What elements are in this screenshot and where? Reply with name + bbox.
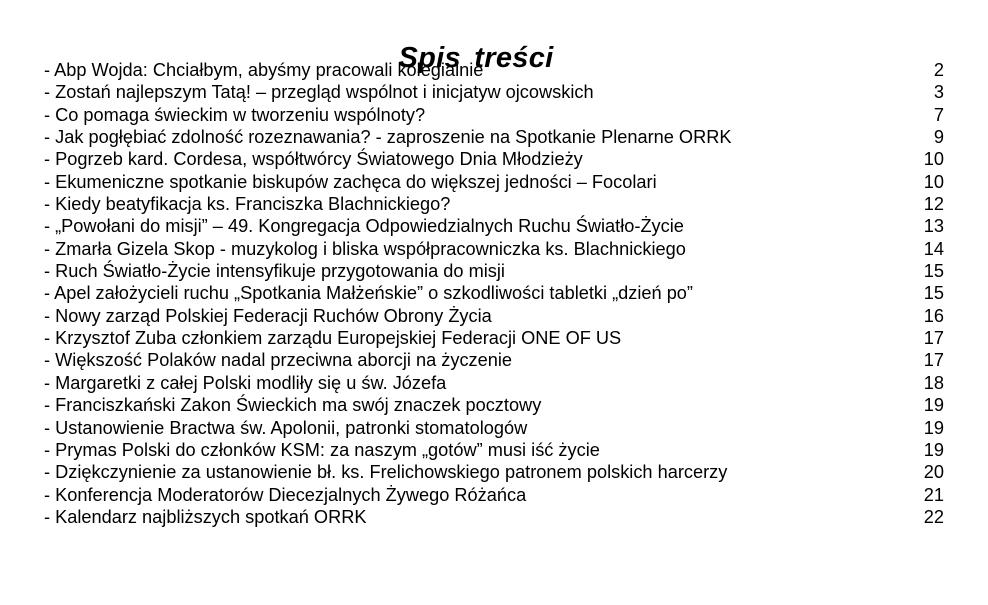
toc-entry xyxy=(44,417,944,439)
toc-entry xyxy=(44,461,944,483)
toc-entry xyxy=(44,282,944,304)
toc-entry xyxy=(44,215,944,237)
toc-entry-page: 19 xyxy=(923,417,944,438)
toc-entry-page: 22 xyxy=(923,506,944,527)
toc-entry-title: - „Powołani do misji” – 49. Kongregacja Odpowiedzialnych Ruchu Światło-Życie xyxy=(44,216,684,237)
toc-entry-page: 18 xyxy=(923,372,944,393)
toc-entry-title: - Konferencja Moderatorów Diecezjalnych Żywego Różańca xyxy=(44,484,527,505)
toc-entry-page: 15 xyxy=(923,261,944,282)
toc-entry xyxy=(44,238,944,260)
toc-entry-page: 19 xyxy=(923,439,944,460)
toc-entry-page: 21 xyxy=(923,484,944,505)
toc-entry-page: 12 xyxy=(923,194,944,215)
toc-entry-title: - Pogrzeb kard. Cordesa, współtwórcy Światowego Dnia Młodzieży xyxy=(44,149,583,170)
toc-entry xyxy=(44,260,944,282)
toc-entry xyxy=(44,394,944,416)
toc-entry-title: - Prymas Polski do członków KSM: za naszym „gotów” musi iść życie xyxy=(44,439,600,460)
toc-entry-page: 19 xyxy=(923,395,944,416)
toc-entry xyxy=(44,104,944,126)
toc-entry-page: 16 xyxy=(923,305,944,326)
toc-entry-page: 13 xyxy=(923,216,944,237)
toc-entry-title: - Co pomaga świeckim w tworzeniu wspólnoty? xyxy=(44,104,426,125)
toc-entry xyxy=(44,349,944,371)
toc-entry-page: 17 xyxy=(923,350,944,371)
toc-entry-title: - Abp Wojda: Chciałbym, abyśmy pracowali kolegialnie xyxy=(44,60,484,80)
toc-entry-page: 2 xyxy=(933,60,944,80)
toc-entry-page: 7 xyxy=(933,104,944,125)
toc-entry xyxy=(44,439,944,461)
toc-entry xyxy=(44,193,944,215)
toc-entry-page: 14 xyxy=(923,238,944,259)
toc-entry-title: - Zmarła Gizela Skop - muzykolog i bliska współpracowniczka ks. Blachnickiego xyxy=(44,238,686,259)
toc-entry-title: - Ekumeniczne spotkanie biskupów zachęca do większej jedności – Focolari xyxy=(44,171,657,192)
toc-entry-page: 17 xyxy=(923,328,944,349)
toc-entry-title: - Jak pogłębiać zdolność rozeznawania? - zaproszenie na Spotkanie Plenarne ORRK xyxy=(44,127,732,148)
toc-entry-page: 10 xyxy=(923,171,944,192)
toc-entry-title: - Większość Polaków nadal przeciwna aborcji na życzenie xyxy=(44,350,513,371)
toc-entry-title: - Ruch Światło-Życie intensyfikuje przygotowania do misji xyxy=(44,261,505,282)
toc-entry-title: - Dziękczynienie za ustanowienie bł. ks. Frelichowskiego patronem polskich harcerzy xyxy=(44,462,728,483)
toc-entry-page: 20 xyxy=(923,462,944,483)
toc-entry-title: - Kiedy beatyfikacja ks. Franciszka Blachnickiego? xyxy=(44,194,451,215)
toc-entry-title: - Kalendarz najbliższych spotkań ORRK xyxy=(44,506,367,527)
page-title: Spis treści xyxy=(398,42,554,75)
toc-entry xyxy=(44,81,944,103)
toc-entry-page: 15 xyxy=(923,283,944,304)
toc-entry-page: 3 xyxy=(933,82,944,103)
toc-entry xyxy=(44,305,944,327)
toc-entry-title: - Ustanowienie Bractwa św. Apolonii, patronki stomatologów xyxy=(44,417,528,438)
toc-entry xyxy=(44,126,944,148)
toc-entry-title: - Apel założycieli ruchu „Spotkania Małżeńskie” o szkodliwości tabletki „dzień po” xyxy=(44,283,693,304)
table-of-contents xyxy=(44,59,944,528)
toc-entry-title: - Zostań najlepszym Tatą! – przegląd wspólnot i inicjatyw ojcowskich xyxy=(44,82,594,103)
toc-entry xyxy=(44,171,944,193)
toc-entry xyxy=(44,484,944,506)
toc-entry xyxy=(44,506,944,528)
toc-entry-title: - Krzysztof Zuba członkiem zarządu Europejskiej Federacji ONE OF US xyxy=(44,328,622,349)
toc-entry-page: 9 xyxy=(933,127,944,148)
toc-entry-page: 10 xyxy=(923,149,944,170)
toc-entry xyxy=(44,372,944,394)
toc-entry xyxy=(44,327,944,349)
toc-entry-title: - Margaretki z całej Polski modliły się u św. Józefa xyxy=(44,372,447,393)
toc-entry-title: - Nowy zarząd Polskiej Federacji Ruchów Obrony Życia xyxy=(44,305,492,326)
toc-entry-title: - Franciszkański Zakon Świeckich ma swój znaczek pocztowy xyxy=(44,395,542,416)
toc-entry xyxy=(44,59,944,81)
toc-entry xyxy=(44,148,944,170)
